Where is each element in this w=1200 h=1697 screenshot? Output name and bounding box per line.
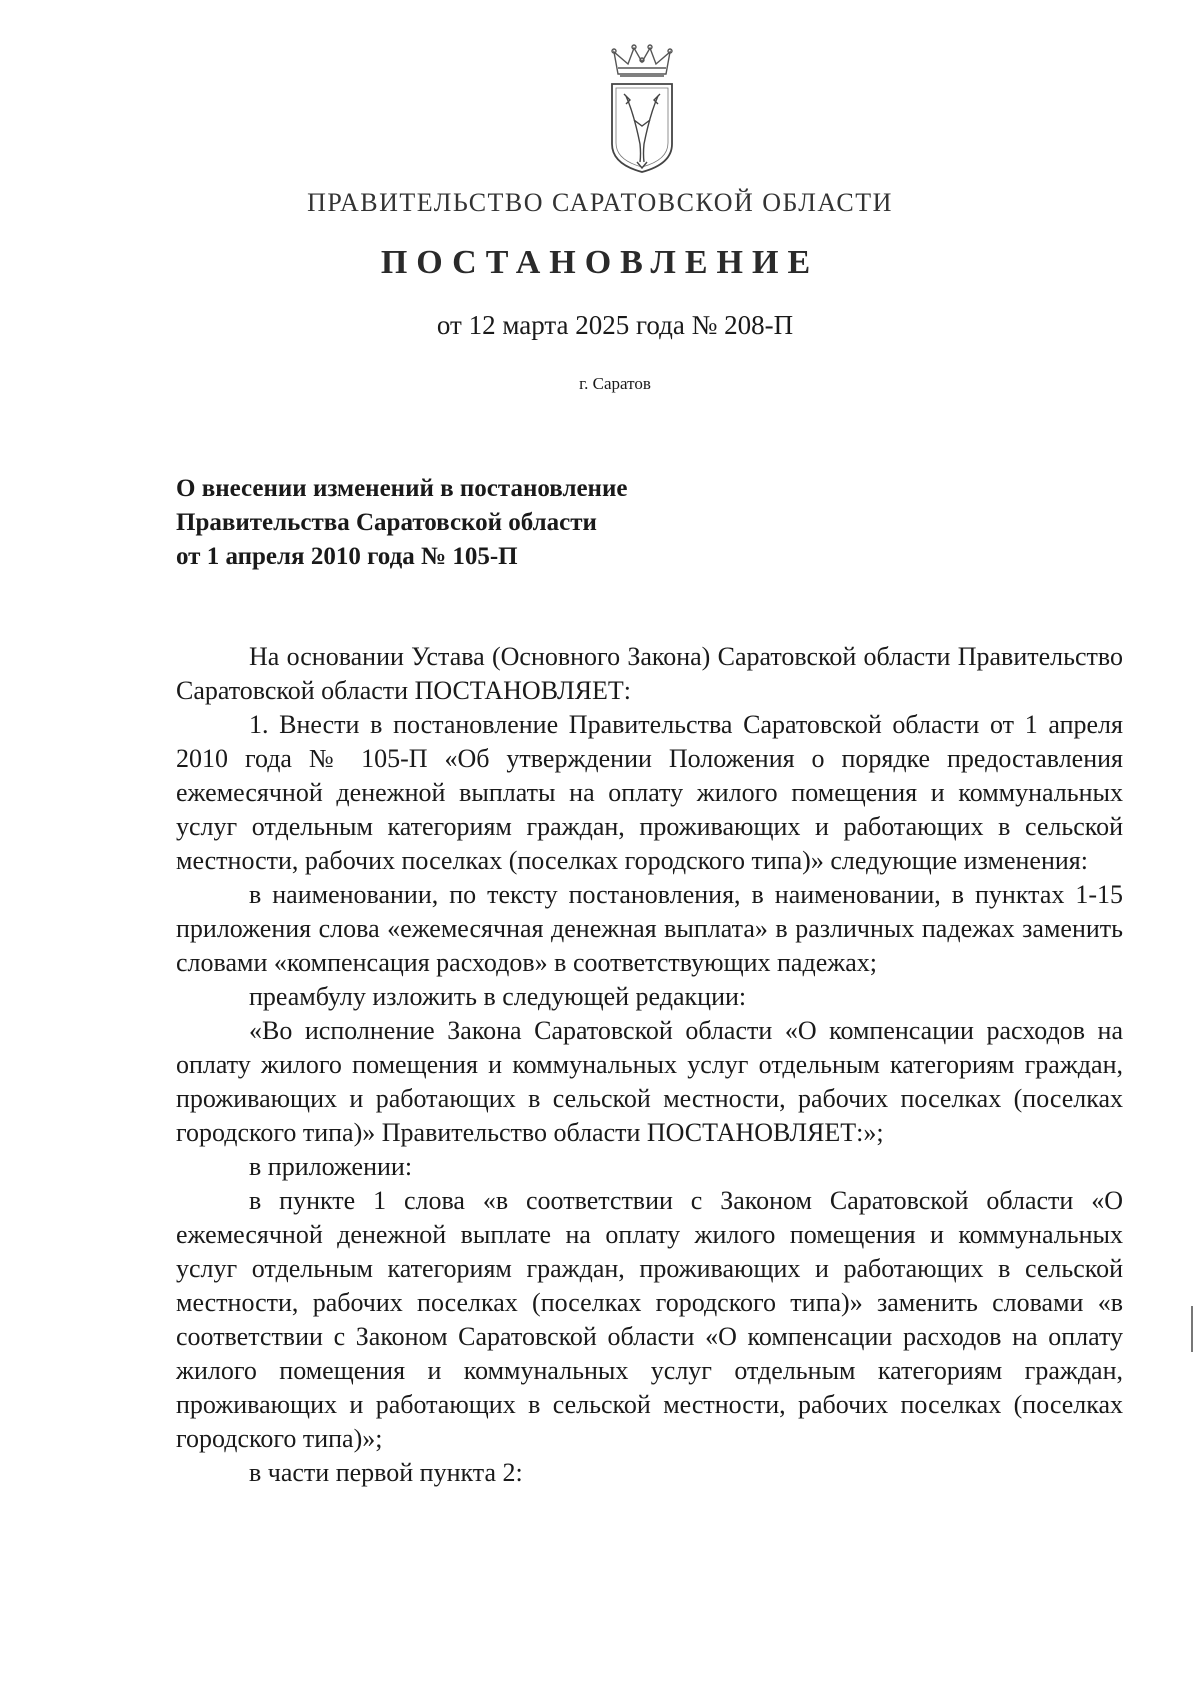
subject-line: от 1 апреля 2010 года № 105-П (176, 543, 518, 570)
body-paragraph: «Во исполнение Закона Саратовской области «О компенсации расходов на оплату жилого помещения и коммунальных услуг отдельным категориям граждан, проживающих и работающих в сельской местности, рабочих поселках (поселках городского типа)» Правительство области ПОСТАНОВЛЯЕТ:»; (176, 1016, 1123, 1147)
document-type: ПОСТАНОВЛЕНИЕ (380, 244, 820, 281)
body-paragraph: в наименовании, по тексту постановления, в наименовании, в пунктах 1-15 приложения слова «ежемесячная денежная выплата» в различных падежах заменить словами «компенсация расходов» в соответствующих падежах; (176, 880, 1123, 977)
subject-line: Правительства Саратовской области (176, 509, 597, 536)
body-paragraph: 1. Внести в постановление Правительства Саратовской области от 1 апреля 2010 года № 105-П «Об утверждении Положения о порядке предоставления ежемесячной денежной выплаты на оплату жилого помещения и коммунальных услуг отдельным категориям граждан, проживающих и работающих в сельской местности, рабочих поселках (поселках городского типа)» следующие изменения: (176, 710, 1123, 875)
document-subject (176, 472, 627, 574)
coat-of-arms-icon (606, 44, 678, 174)
document-body (176, 640, 1123, 1490)
government-name: ПРАВИТЕЛЬСТВО САРАТОВСКОЙ ОБЛАСТИ (307, 188, 893, 217)
subject-line: О внесении изменений в постановление (176, 475, 628, 502)
body-paragraph: На основании Устава (Основного Закона) Саратовской области Правительство Саратовской области ПОСТАНОВЛЯЕТ: (176, 642, 1123, 705)
document-city: г. Саратов (579, 374, 651, 393)
document-number-date: от 12 марта 2025 года № 208-П (436, 310, 794, 340)
body-paragraph: преамбулу изложить в следующей редакции: (249, 982, 747, 1011)
body-paragraph: в приложении: (249, 1152, 413, 1181)
body-paragraph: в пункте 1 слова «в соответствии с Законом Саратовской области «О ежемесячной денежной выплате на оплату жилого помещения и коммунальных услуг отдельным категориям граждан, проживающих и работающих в сельской местности, рабочих поселках (поселках городского типа)» заменить словами «в соответствии с Законом Саратовской области «О компенсации расходов на оплату жилого помещения и коммунальных услуг отдельным категориям граждан, проживающих и работающих в сельской местности, рабочих поселках (поселках городского типа)»; (176, 1186, 1123, 1453)
scan-edge-mark (1191, 1306, 1193, 1352)
body-paragraph: в части первой пункта 2: (249, 1458, 523, 1487)
